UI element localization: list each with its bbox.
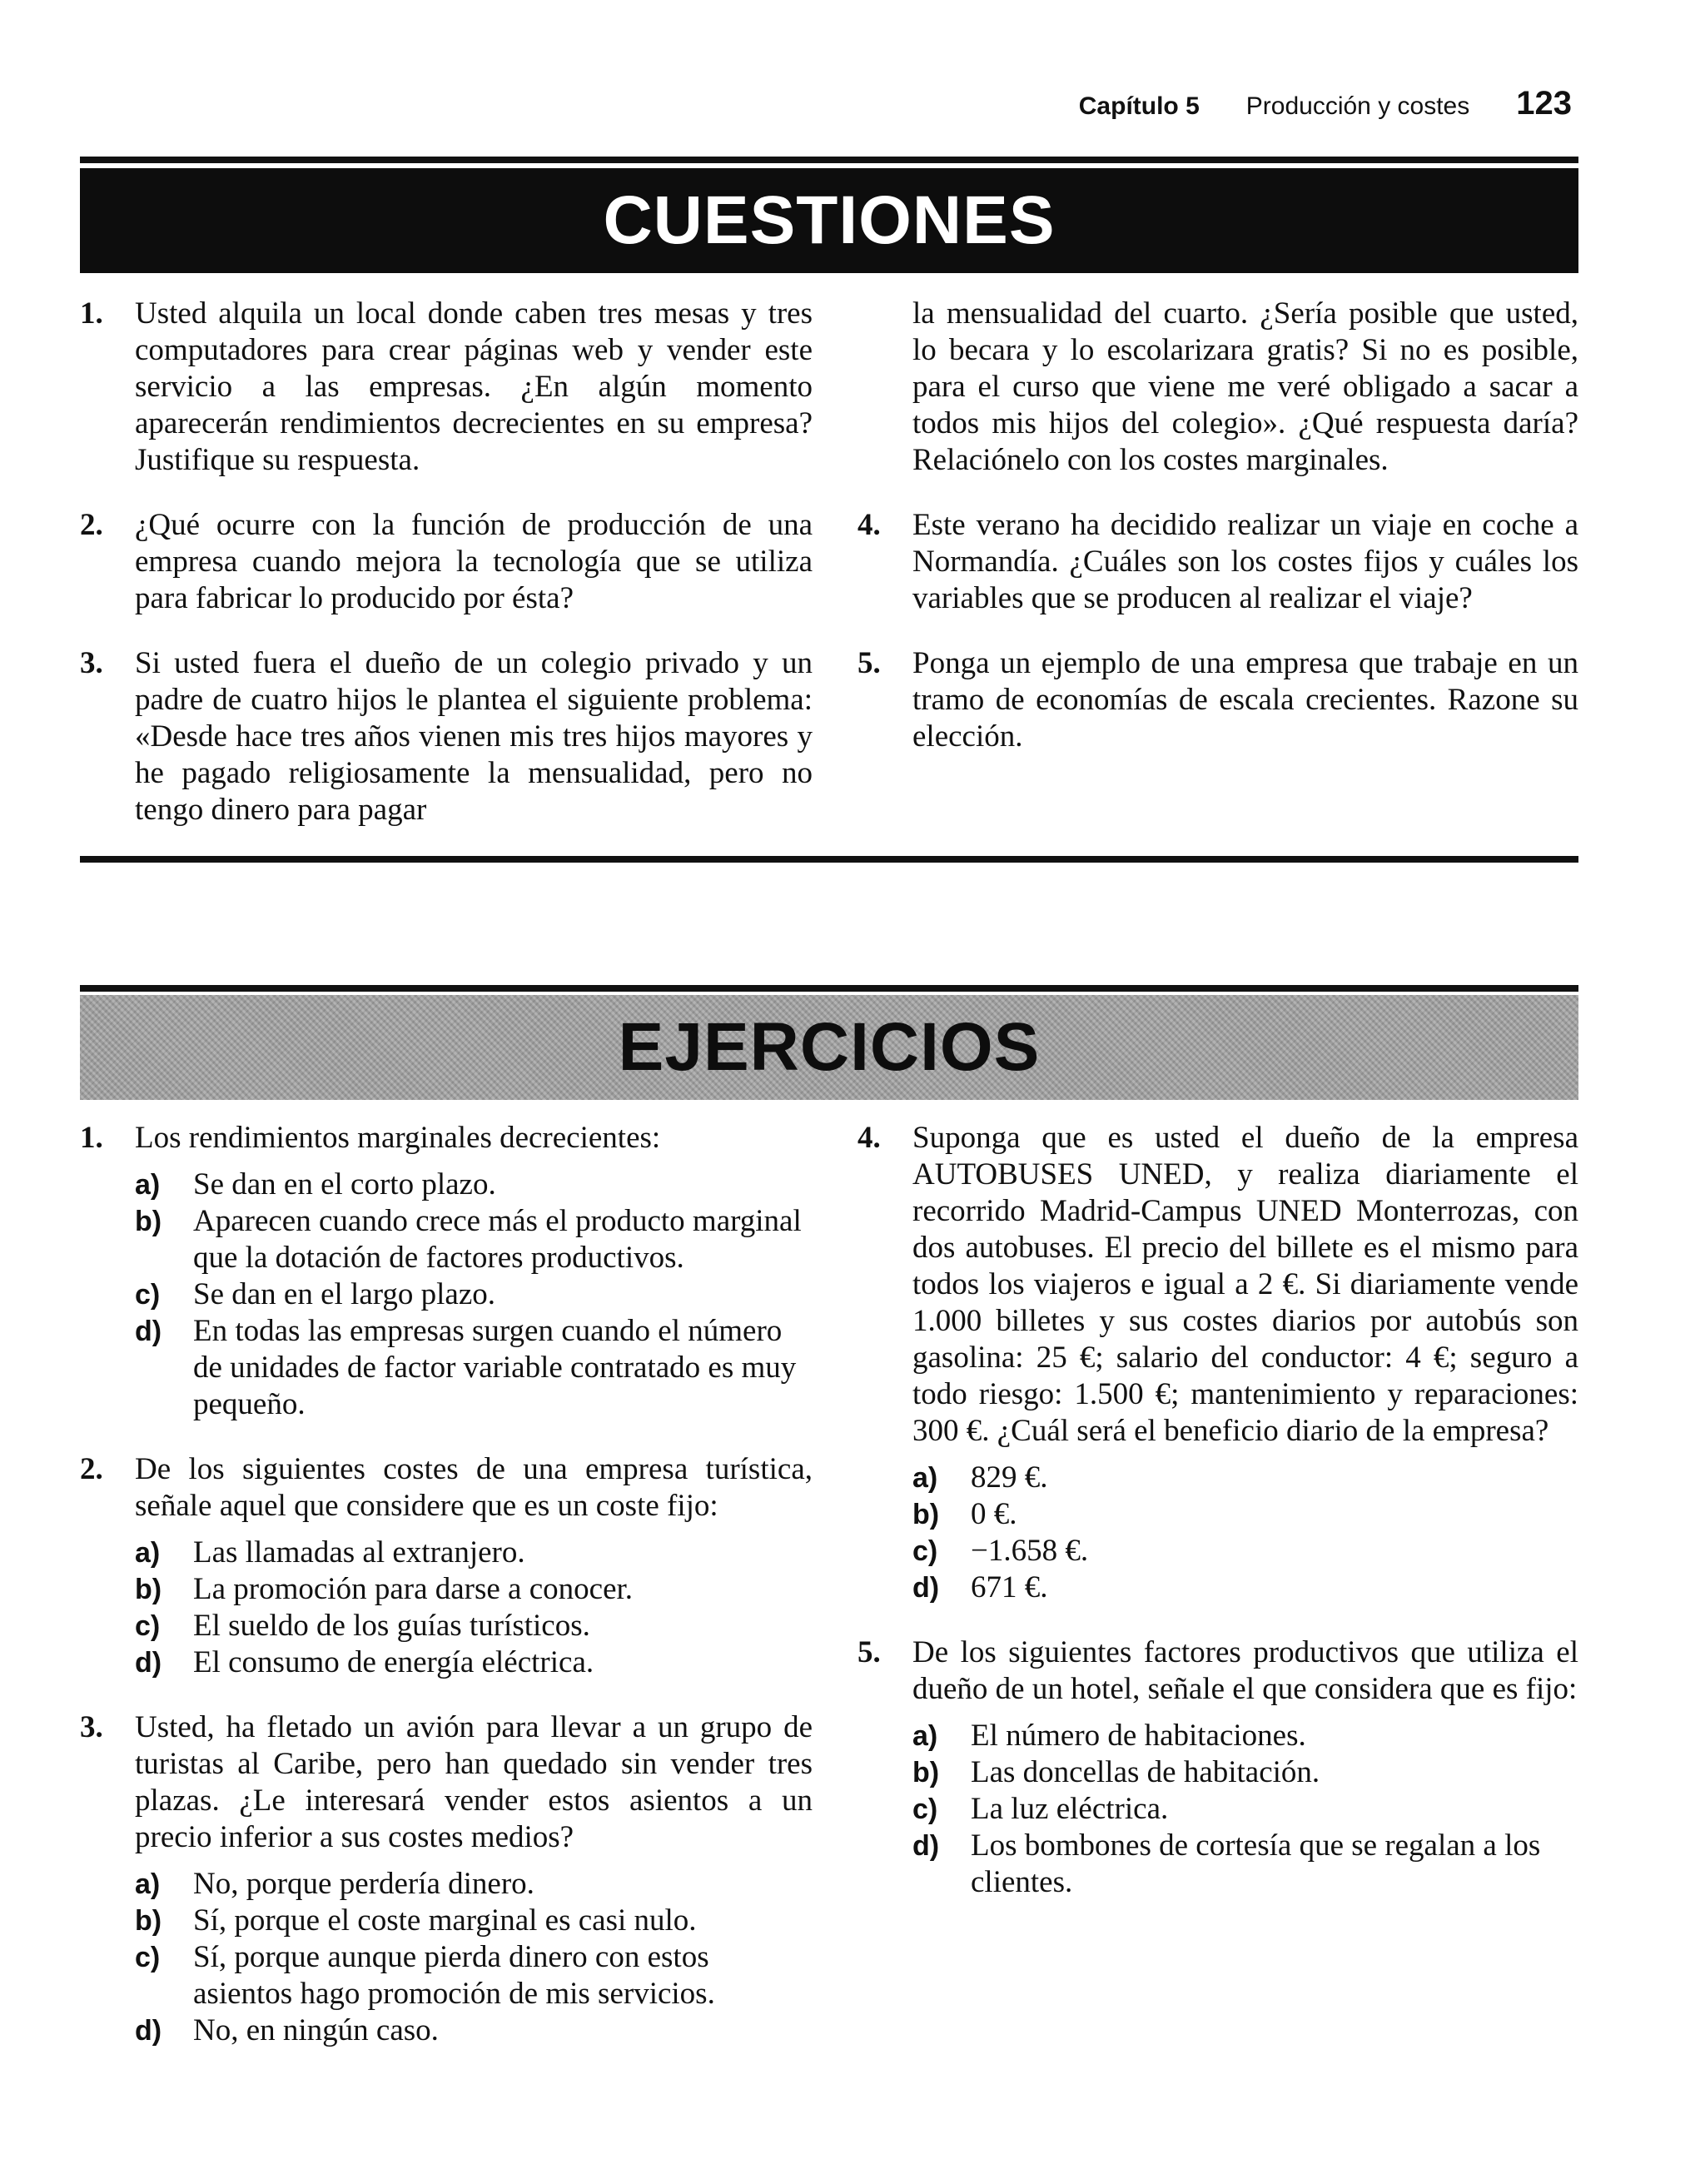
question-item xyxy=(80,507,813,617)
option-letter: c) xyxy=(912,1535,938,1567)
option-letter: d) xyxy=(912,1830,940,1862)
question-item xyxy=(857,645,1578,755)
cuestiones-left-column xyxy=(80,296,813,857)
running-header xyxy=(1079,85,1572,122)
question-text: Los rendimientos marginales decrecientes: xyxy=(135,1121,661,1155)
option-letter: a) xyxy=(135,1537,161,1569)
answer-option xyxy=(912,1496,1578,1533)
option-letter: b) xyxy=(135,1905,162,1937)
answer-option xyxy=(135,1939,813,2012)
answer-option xyxy=(135,1203,813,1276)
ejercicios-top-rule xyxy=(80,985,1578,992)
option-text: No, porque perdería dinero. xyxy=(193,1867,534,1901)
question-number: 1. xyxy=(80,296,103,331)
option-text: 671 €. xyxy=(971,1570,1048,1604)
question-item xyxy=(857,1120,1578,1606)
option-letter: c) xyxy=(135,1610,161,1642)
question-item xyxy=(80,1709,813,2049)
option-letter: a) xyxy=(912,1720,938,1752)
option-text: Sí, porque el coste marginal es casi nulo. xyxy=(193,1903,697,1938)
option-text: Se dan en el largo plazo. xyxy=(193,1277,496,1311)
answer-option xyxy=(135,1608,813,1644)
question-number: 2. xyxy=(80,1452,103,1486)
option-text: Las doncellas de habitación. xyxy=(971,1755,1320,1789)
page-number: 123 xyxy=(1516,85,1572,122)
option-text: 829 €. xyxy=(971,1460,1048,1495)
question-text: Usted alquila un local donde caben tres mesas y tres computadores para crear páginas web y vender este servicio a las empresas. ¿En algún momento aparecerán rendimientos decrecientes en su empresa? Justifique su respuesta. xyxy=(135,296,813,477)
answer-option xyxy=(135,1644,813,1681)
answer-options xyxy=(135,1866,813,2049)
option-text: Sí, porque aunque pierda dinero con estos asientos hago promoción de mis servicios. xyxy=(193,1940,715,2011)
question-text: Si usted fuera el dueño de un colegio privado y un padre de cuatro hijos le plantea el siguiente problema: «Desde hace tres años vienen mis tres hijos mayores y he pagado religiosamente la mensualidad, pero no tengo dinero para pagar xyxy=(135,646,813,827)
option-text: El sueldo de los guías turísticos. xyxy=(193,1609,590,1643)
answer-option xyxy=(912,1533,1578,1570)
option-text: La luz eléctrica. xyxy=(971,1792,1169,1826)
answer-option xyxy=(135,1903,813,1939)
option-text: No, en ningún caso. xyxy=(193,2013,439,2047)
option-text: 0 €. xyxy=(971,1497,1017,1531)
answer-options xyxy=(912,1460,1578,1606)
question-number: 1. xyxy=(80,1121,103,1155)
option-text: La promoción para darse a conocer. xyxy=(193,1572,634,1606)
answer-option xyxy=(912,1754,1578,1791)
option-letter: b) xyxy=(135,1574,162,1605)
question-number: 5. xyxy=(857,1635,881,1669)
question-number: 3. xyxy=(80,1710,103,1744)
answer-option xyxy=(912,1460,1578,1496)
option-letter: a) xyxy=(912,1462,938,1494)
option-letter: b) xyxy=(135,1206,162,1237)
question-text: Usted, ha fletado un avión para llevar a un grupo de turistas al Caribe, pero han quedado sin vender tres plazas. ¿Le interesará vender estos asientos a un precio inferior a sus costes medios? xyxy=(135,1710,813,1854)
question-item xyxy=(857,507,1578,617)
question-item xyxy=(80,1120,813,1423)
option-letter: c) xyxy=(135,1279,161,1311)
answer-options xyxy=(135,1167,813,1423)
option-letter: c) xyxy=(135,1942,161,1973)
answer-option xyxy=(912,1791,1578,1828)
answer-option xyxy=(135,1167,813,1203)
question-number: 2. xyxy=(80,508,103,542)
section-title: Producción y costes xyxy=(1245,92,1470,120)
option-letter: b) xyxy=(912,1499,940,1530)
cuestiones-right-column xyxy=(857,296,1578,784)
answer-option xyxy=(912,1828,1578,1901)
option-text: El número de habitaciones. xyxy=(971,1719,1306,1753)
answer-option xyxy=(912,1718,1578,1754)
option-letter: d) xyxy=(135,1647,162,1679)
option-letter: d) xyxy=(135,2015,162,2047)
option-text: En todas las empresas surgen cuando el número de unidades de factor variable contratado es muy pequeño. xyxy=(193,1314,797,1421)
ejercicios-left-column xyxy=(80,1120,813,2077)
cuestiones-banner: CUESTIONES xyxy=(80,168,1578,273)
answer-option xyxy=(135,1571,813,1608)
question-item xyxy=(857,1634,1578,1901)
question-number: 4. xyxy=(857,508,881,542)
option-text: −1.658 €. xyxy=(971,1534,1089,1568)
chapter-label: Capítulo 5 xyxy=(1078,92,1200,120)
question-item xyxy=(80,1451,813,1681)
answer-option xyxy=(135,2012,813,2049)
answer-option xyxy=(135,1276,813,1313)
question-text: De los siguientes costes de una empresa turística, señale aquel que considere que es un coste fijo: xyxy=(135,1452,813,1523)
ejercicios-right-column xyxy=(857,1120,1578,1929)
question-text: Este verano ha decidido realizar un viaje en coche a Normandía. ¿Cuáles son los costes fijos y cuáles los variables que se producen al realizar el viaje? xyxy=(912,508,1578,615)
cuestion-3-continuation xyxy=(857,296,1578,479)
ejercicios-banner: EJERCICIOS xyxy=(80,995,1578,1100)
cuestion-text: la mensualidad del cuarto. ¿Sería posible que usted, lo becara y lo escolarizara gratis? Si no es posible, para el curso que viene me veré obligado a sacar a todos mis hijos del colegio». ¿Qué respuesta daría? Relaciónelo con los costes marginales. xyxy=(912,296,1578,477)
question-text: Ponga un ejemplo de una empresa que trabaje en un tramo de economías de escala crecientes. Razone su elección. xyxy=(912,646,1578,754)
option-text: Las llamadas al extranjero. xyxy=(193,1535,525,1570)
answer-options xyxy=(912,1718,1578,1901)
cuestiones-bottom-rule xyxy=(80,856,1578,863)
option-text: Se dan en el corto plazo. xyxy=(193,1167,496,1201)
question-number: 3. xyxy=(80,646,103,680)
answer-option xyxy=(135,1535,813,1571)
answer-option xyxy=(135,1866,813,1903)
option-letter: a) xyxy=(135,1169,161,1201)
option-letter: d) xyxy=(912,1572,940,1604)
option-text: El consumo de energía eléctrica. xyxy=(193,1645,594,1679)
option-text: Los bombones de cortesía que se regalan a los clientes. xyxy=(971,1828,1541,1899)
option-letter: b) xyxy=(912,1757,940,1788)
option-text: Aparecen cuando crece más el producto marginal que la dotación de factores productivos. xyxy=(193,1204,802,1275)
question-item xyxy=(80,645,813,828)
option-letter: c) xyxy=(912,1793,938,1825)
answer-options xyxy=(135,1535,813,1681)
question-number: 4. xyxy=(857,1121,881,1155)
answer-option xyxy=(912,1570,1578,1606)
cuestiones-top-rule xyxy=(80,157,1578,163)
answer-option xyxy=(135,1313,813,1423)
question-number: 5. xyxy=(857,646,881,680)
question-text: ¿Qué ocurre con la función de producción de una empresa cuando mejora la tecnología que se utiliza para fabricar lo producido por ésta? xyxy=(135,508,813,615)
question-text: De los siguientes factores productivos que utiliza el dueño de un hotel, señale el que considera que es fijo: xyxy=(912,1635,1578,1706)
question-text: Suponga que es usted el dueño de la empresa AUTOBUSES UNED, y realiza diariamente el recorrido Madrid-Campus UNED Monterrozas, con dos autobuses. El precio del billete es el mismo para todos los viajeros e igual a 2 €. Si diariamente vende 1.000 billetes y sus costes diarios por autobús son gasolina: 25 €; salario del conductor: 4 €; seguro a todo riesgo: 1.500 €; mantenimiento y reparaciones: 300 €. ¿Cuál será el beneficio diario de la empresa? xyxy=(912,1121,1578,1448)
question-item xyxy=(80,296,813,479)
option-letter: a) xyxy=(135,1868,161,1900)
option-letter: d) xyxy=(135,1316,162,1347)
